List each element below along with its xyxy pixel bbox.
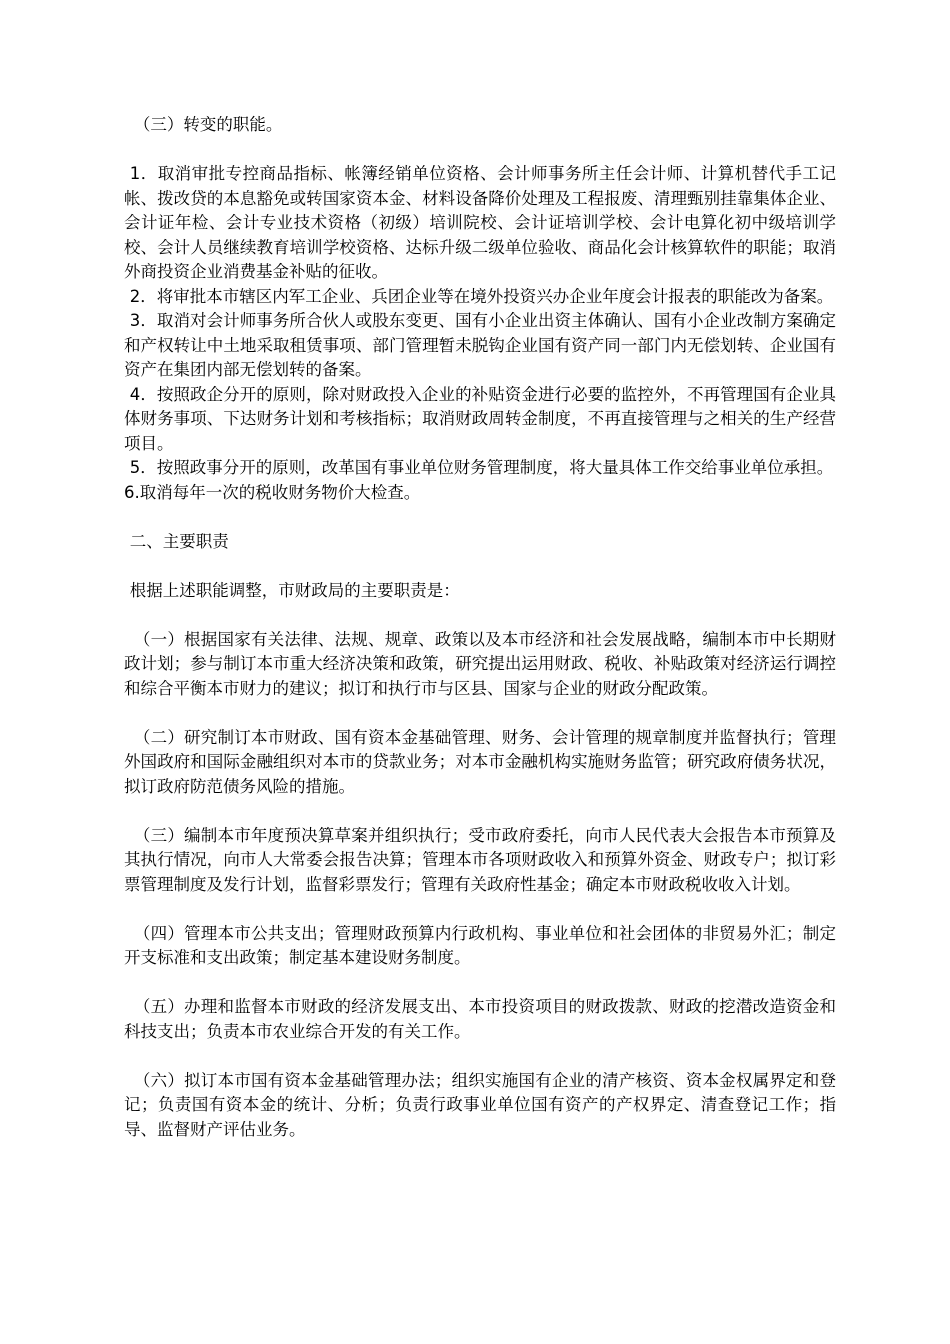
duties-intro: 根据上述职能调整，市财政局的主要职责是：: [129, 580, 460, 600]
paragraph-gap: [124, 603, 836, 628]
transformed-item-2: 2．将审批本市辖区内军工企业、兵团企业等在境外投资兴办企业年度会计报表的职能改为备案。: [129, 286, 834, 306]
paragraph-gap: [124, 505, 836, 530]
duty-item-4: （四）管理本市公共支出；管理财政预算内行政机构、事业单位和社会团体的非贸易外汇；制定开支标准和支出政策；制定基本建设财务制度。: [124, 923, 836, 967]
duty-item-6: （六）拟订本市国有资本金基础管理办法；组织实施国有企业的清产核资、资本金权属界定和登记；负责国有资本金的统计、分析；负责行政事业单位国有资产的产权界定、清查登记工作；指导、监督财产评估业务。: [124, 1070, 836, 1139]
duty-item-5: （五）办理和监督本市财政的经济发展支出、本市投资项目的财政拨款、财政的挖潜改造资金和科技支出；负责本市农业综合开发的有关工作。: [124, 997, 836, 1041]
paragraph-gap: [124, 554, 836, 579]
paragraph-gap: [124, 701, 836, 726]
duty-item-2: （二）研究制订本市财政、国有资本金基础管理、财务、会计管理的规章制度并监督执行；管理外国政府和国际金融组织对本市的贷款业务；对本市金融机构实施财务监管；研究政府债务状况，拟订政府防范债务风险的措施。: [124, 727, 836, 796]
paragraph-gap: [124, 138, 836, 163]
paragraph-gap: [124, 897, 836, 922]
transformed-item-4: 4．按照政企分开的原则，除对财政投入企业的补贴资金进行必要的监控外，不再管理国有企业具体财务事项、下达财务计划和考核指标；取消财政周转金制度，不再直接管理与之相关的生产经营项目。: [124, 384, 836, 453]
paragraph-gap: [124, 1044, 836, 1069]
paragraph-gap: [124, 799, 836, 824]
transformed-item-3: 3．取消对会计师事务所合伙人或股东变更、国有小企业出资主体确认、国有小企业改制方案确定和产权转让中土地采取租赁事项、部门管理暂未脱钩企业国有资产同一部门内无偿划转、企业国有资产在集团内部无偿划转的备案。: [124, 311, 836, 379]
duty-item-3: （三）编制本市年度预决算草案并组织执行；受市政府委托，向市人民代表大会报告本市预算及其执行情况，向市人大常委会报告决算；管理本市各项财政收入和预算外资金、财政专户；拟订彩票管理制度及发行计划，监督彩票发行；管理有关政府性基金；确定本市财政税收收入计划。: [124, 825, 836, 894]
document-body: [124, 113, 836, 1142]
section-heading-transformed-functions: （三）转变的职能。: [133, 115, 283, 134]
section-heading-main-duties: 二、主要职责: [129, 531, 229, 551]
duty-item-1: （一）根据国家有关法律、法规、规章、政策以及本市经济和社会发展战略，编制本市中长期财政计划；参与制订本市重大经济决策和政策，研究提出运用财政、税收、补贴政策对经济运行调控和综合平衡本市财力的建议；拟订和执行市与区县、国家与企业的财政分配政策。: [124, 629, 836, 698]
transformed-item-5: 5．按照政事分开的原则，改革国有事业单位财务管理制度，将大量具体工作交给事业单位承担。: [129, 458, 834, 477]
paragraph-gap: [124, 971, 836, 996]
transformed-item-1: 1．取消审批专控商品指标、帐簿经销单位资格、会计师事务所主任会计师、计算机替代手工记帐、拨改贷的本息豁免或转国家资本金、材料设备降价处理及工程报废、清理甄别挂靠集体企业、会计证年检、会计专业技术资格（初级）培训院校、会计证培训学校、会计电算化初中级培训学校、会计人员继续教育培训学校资格、达标升级二级单位验收、商品化会计核算软件的职能；取消外商投资企业消费基金补贴的征收。: [124, 164, 836, 281]
transformed-item-6: 6.取消每年一次的税收财务物价大检查。: [124, 482, 421, 502]
